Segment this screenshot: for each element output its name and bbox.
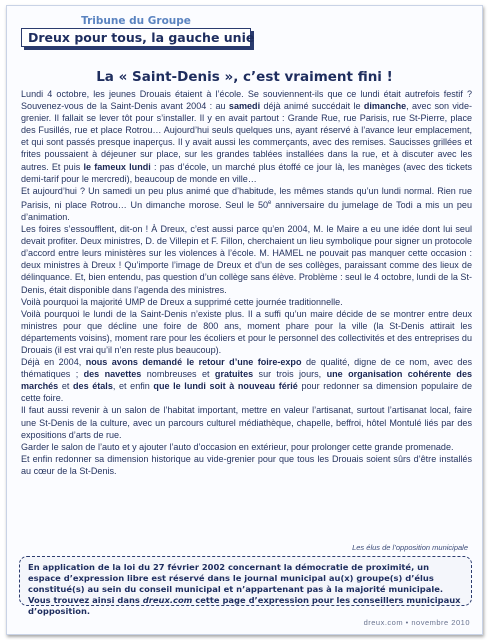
paragraph-8: Garder le salon de l’auto et y ajouter l’auto d’occasion en extérieur, pour prolonger cette grande promenade. (21, 441, 454, 452)
banner-box (21, 28, 255, 47)
signature: Les élus de l’opposition municipale (352, 543, 468, 552)
legal-notice-text: En application de la loi du 27 février 2002 concernant la démocratie de proximité, un espace d’expression libre est réservé dans le journal municipal au(x) groupe(s) d’élus constitué(s) au sein du conseil municipal et n’appartenant pas à la majorité municipale. Vous trouvez ainsi dans dreux.com cette page d’expression pour les conseillers municipaux d’opposition. (28, 562, 461, 616)
paragraph-4: Voilà pourquoi la majorité UMP de Dreux a supprimé cette journée traditionnelle. (21, 296, 343, 307)
page (6, 5, 483, 635)
site-name: dreux.com (142, 595, 193, 605)
paragraph-2: Et aujourd’hui ? Un samedi un peu plus animé que d’habitude, les mêmes stands qu’un lundi normal. Rien rue Parisis, ni place Rotrou… Un dimanche morose. Seul le 50e anniversaire du jumelage de Todi a mis un peu d’animation. (21, 185, 472, 222)
paragraph-6: Déjà en 2004, nous avons demandé le retour d’une foire-expo de qualité, digne de ce nom, avec des thématiques ; des navettes nombreuses et gratuites sur trois jours, une organisation cohérente des marchés et des étals, et enfin que le lundi soit à nouveau férié pour redonner sa dimension populaire de cette foire. (21, 357, 473, 404)
paragraph-9: Et enfin redonner sa dimension historique au vide-grenier pour que tous les Drouais soient sûrs d’être installés au cœur de la St-Denis. (21, 453, 472, 476)
banner-kicker: Tribune du Groupe (81, 15, 191, 27)
banner-title: Dreux pour tous, la gauche unie (28, 30, 255, 45)
group-banner (21, 15, 255, 46)
article-body (21, 88, 472, 477)
paragraph-7: Il faut aussi revenir à un salon de l’habitat important, mettre en valeur l’artisanat, surtout l’artisanat local, faire une St-Denis de la culture, avec un parcours culturel médiathèque, chapelle, beffroi, hôtel Montulé liés par des expositions d’arts de rue. (21, 405, 472, 440)
page-footer: dreux.com • novembre 2010 (363, 618, 470, 627)
paragraph-5: Voilà pourquoi le lundi de la Saint-Denis n’existe plus. Il a suffi qu’un maire décide de se montrer entre deux ministres pour que décline une foire de 800 ans, moment phare pour la ville (la St-Denis attirait les départements voisins), moment rare pour les écoliers et pour le personnel des collectivités et des entreprises du Drouais (il est vrai qu’il n’en reste plus beaucoup). (21, 308, 472, 355)
paragraph-3: Les foires s’essoufflent, dit-on ! À Dreux, c’est aussi parce qu’en 2004, M. le Maire a eu une idée dont lui seul devait profiter. Deux ministres, D. de Villepin et F. Fillon, cherchaient un lieu symbolique pour signer un protocole d’accord entre leurs ministères sur les violences à l’école. M. HAMEL ne pouvait pas manquer cette occasion : deux ministres à Dreux ! Qu’importe l’image de Dreux et d’un de ses collèges, paraissant comme des lieux de délinquance. Et, bien entendu, pas question d’un collège sans élève. Problème : seul le 4 octobre, lundi de la St-Denis, était disponible dans l’agenda des ministres. (21, 224, 472, 295)
article-headline: La « Saint-Denis », c’est vraiment fini ! (96, 69, 393, 85)
legal-notice-box (19, 556, 472, 616)
paragraph-1: Lundi 4 octobre, les jeunes Drouais étaient à l’école. Se souviennent-ils que ce lundi était autrefois festif ? Souvenez-vous de la Saint-Denis avant 2004 : au samedi déjà animé succédait le dimanche, avec son vide-grenier. Il fallait se lever tôt pour s’installer. Il y en avait partout : Grande Rue, rue Parisis, rue St-Pierre, place des Fusillés, rue et place Rotrou… Aujourd’hui seuls quelques uns, ayant réservé à l’avance leur emplacement, et qui sont passés presque inaperçus. Il y avait aussi les commerçants, avec des remises. Saucisses grillées et frites poussaient à déjeuner sur place, sur les grandes tablées installées dans la rue, et à discuter avec les autres. Et puis le fameux lundi : pas d’école, un marché plus étoffé ce jour là, les manèges (avec des tickets demi-tarif pour le mercredi), beaucoup de monde en ville… (21, 89, 473, 184)
